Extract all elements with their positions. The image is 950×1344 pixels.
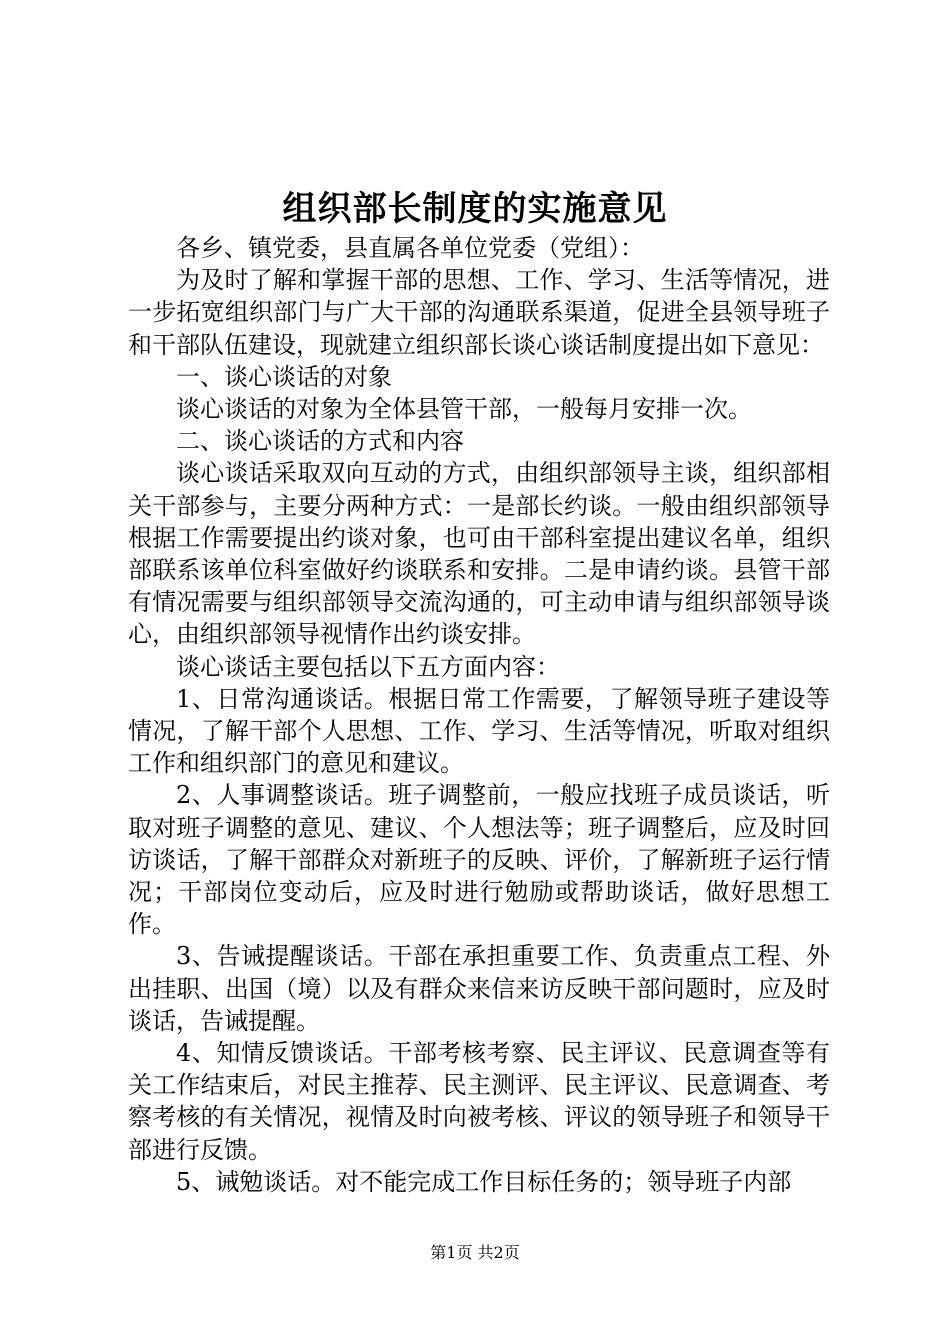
list-item: 4、知情反馈谈话。干部考核考察、民主评议、民意调查等有关工作结束后，对民主推荐、民主测评、民主评议、民意调查、考察考核的有关情况，视情及时向被考核、评议的领导班子和领导干部进行反馈。 <box>128 1039 830 1164</box>
paragraph-intro: 为及时了解和掌握干部的思想、工作、学习、生活等情况，进一步拓宽组织部门与广大干部的沟通联系渠道，促进全县领导班子和干部队伍建设，现就建立组织部长谈心谈话制度提出如下意见： <box>128 266 830 359</box>
page-number-footer: 第1页 共2页 <box>430 1243 520 1262</box>
document-body <box>128 232 830 1198</box>
document-title: 组织部长制度的实施意见 <box>282 189 668 229</box>
list-item: 2、人事调整谈话。班子调整前，一般应找班子成员谈话，听取对班子调整的意见、建议、个人想法等；班子调整后，应及时回访谈话，了解干部群众对新班子的反映、评价，了解新班子运行情况；干部岗位变动后，应及时进行勉励或帮助谈话，做好思想工作。 <box>128 781 830 939</box>
section-heading-2: 二、谈心谈话的方式和内容 <box>176 427 464 456</box>
paragraph: 谈心谈话采取双向互动的方式，由组织部领导主谈，组织部相关干部参与，主要分两种方式：一是部长约谈。一般由组织部领导根据工作需要提出约谈对象，也可由干部科室提出建议名单，组织部联系该单位科室做好约谈联系和安排。二是申请约谈。县管干部有情况需要与组织部领导交流沟通的，可主动申请与组织部领导谈心，由组织部领导视情作出约谈安排。 <box>128 459 830 649</box>
paragraph: 谈心谈话的对象为全体县管干部，一般每月安排一次。 <box>176 395 752 424</box>
paragraph-salutation: 各乡、镇党委，县直属各单位党委（党组）： <box>176 234 644 262</box>
list-item: 5、诫勉谈话。对不能完成工作目标任务的；领导班子内部 <box>176 1167 792 1196</box>
list-item: 1、日常沟通谈话。根据日常工作需要，了解领导班子建设等情况，了解干部个人思想、工作、学习、生活等情况，听取对组织工作和组织部门的意见和建议。 <box>128 684 830 778</box>
paragraph: 谈心谈话主要包括以下五方面内容： <box>176 652 560 681</box>
section-heading-1: 一、谈心谈话的对象 <box>176 362 392 391</box>
list-item: 3、告诫提醒谈话。干部在承担重要工作、负责重点工程、外出挂职、出国（境）以及有群众来信来访反映干部问题时，应及时谈话，告诫提醒。 <box>128 942 830 1035</box>
